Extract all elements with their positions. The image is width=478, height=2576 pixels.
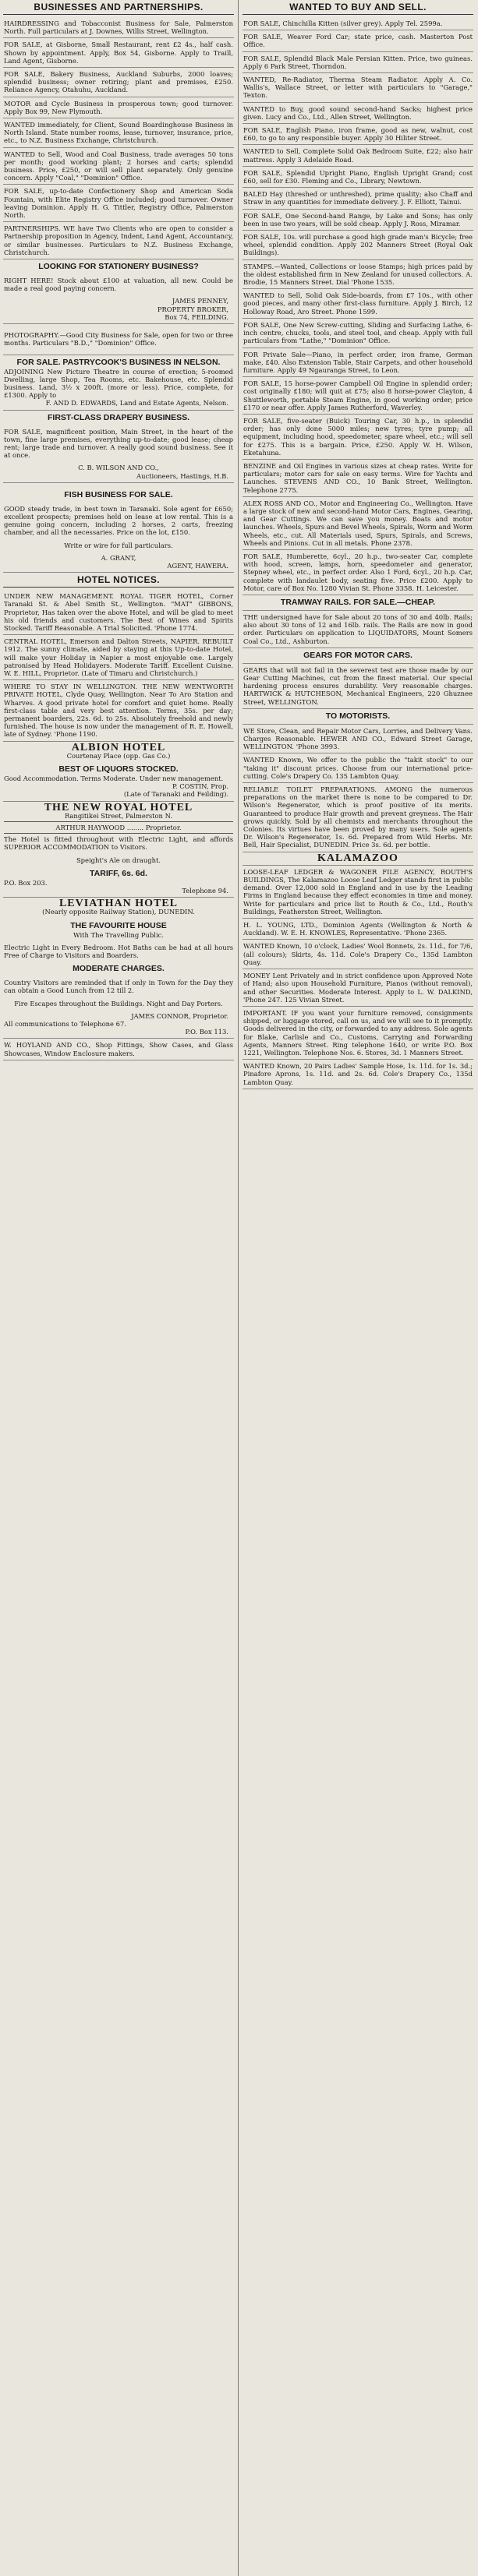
ad-photography: [3, 324, 234, 355]
pastrycook-title: FOR SALE. PASTRYCOOK'S BUSINESS IN NELSON.: [16, 357, 221, 367]
gears-title: GEARS FOR MOTOR CARS.: [303, 650, 412, 660]
ad-confectionery: FOR SALE, up-to-date Confectionery Shop and American Soda Fountain, with Elite Registry Office included; good turnover. Owner leaving Dominion. Apply H. G. Tittler, Registry Office, Palmerston North.: [3, 185, 234, 222]
kalamazoo-title: KALAMAZOO: [317, 852, 398, 864]
ad-partnerships: PARTNERSHIPS. WE have Two Clients who are open to consider a Partnership proposition in Agency, Indent, Land Agent, Accountancy, or similar businesses. Particulars to N.Z. Business Exchange, Christchurch.: [3, 222, 234, 259]
ad-money-lent: MONEY Lent Privately and in strict confidence upon Approved Note of Hand; also upon Household Furniture, Pianos (without removal), and other Securities. Moderate Interest. Apply to L. W. DALKIND, 'Phone 247. 125 Vivian Street.: [243, 969, 473, 1007]
ad-young: H. L. YOUNG, LTD., Dominion Agents (Wellington & North & Auckland). W. E. H. KNOWLES, Representative. 'Phone 2365.: [243, 919, 473, 940]
wanted-header: WANTED TO BUY AND SELL.: [243, 0, 473, 15]
pastrycook-body: ADJOINING New Picture Theatre in course of erection; 5-roomed Dwelling, large Shop, Tea Rooms, etc. Bakehouse, etc. Splendid business. Land, 3½ x 200ft. (more or less). Price, complete, for £1300. Apply to: [4, 367, 233, 400]
stationery-title: LOOKING FOR STATIONERY BUSINESS?: [38, 262, 199, 272]
tramway-title: TRAMWAY RAILS. FOR SALE.—CHEAP.: [280, 597, 436, 607]
drapery-title: FIRST-CLASS DRAPERY BUSINESS.: [47, 412, 190, 422]
ad-wool-bonnets: WANTED Known, 10 o'clock, Ladies' Wool Bonnets, 2s. 11d., for 7/6, (all colours); Skirts, 4s. 11d. Cole's Drapery Co., 135d Lambton Quay.: [243, 940, 473, 969]
albion-title: BEST OF LIQUORS STOCKED.: [58, 764, 179, 775]
ad-hairdressing: HAIRDRESSING and Tobacconist Business for Sale, Palmerston North. Full particulars at J. Downes, Willis Street, Wellington.: [3, 17, 234, 38]
ad-stationery: [3, 259, 234, 324]
fish-body: GOOD steady trade, in best town in Taranaki. Sole agent for £650; excellent prospects; premises held on lease at low rental. This is a genuine going concern, including 2 horses, 2 carts, freezing chamber, and all the necessaries. Price on the lot, £150.: [4, 504, 233, 537]
ad-albion: [3, 742, 234, 802]
new-royal-prop: ARTHUR HAYWOOD ........ Proprietor.: [55, 824, 182, 832]
ad-buick: FOR SALE, five-seater (Buick) Touring Car, 30 h.p., in splendid order; has only done 5000 miles; new tyres; tyre pump; all equipment, including hood, speedometer, spare wheel, etc.; will sell for £275. This is a bargain. Price, £250. Apply W. H. Wilson, Eketahuna.: [243, 415, 473, 460]
leviathan-place: (Nearly opposite Railway Station), DUNEDIN.: [42, 908, 195, 916]
ad-royal-tiger: UNDER NEW MANAGEMENT. ROYAL TIGER HOTEL, Corner Taranaki St. & Abel Smith St., Wellington. "MAT" GIBBONS, Proprietor, Has taken over the above Hotel, and will be glad to meet his old friends and customers. The Best of Wines and Spirits Stocked. Tariff Reasonable. A Trial Solicited. 'Phone 1774.: [3, 590, 234, 635]
leviathan-body2: Country Visitors are reminded that if only in Town for the Day they can obtain a Good Lunch from 12 till 2.: [4, 979, 233, 995]
ad-kalamazoo-header: [243, 852, 473, 866]
photography-body: PHOTOGRAPHY.—Good City Business for Sale, open for two or three months. Particulars "B.D.," "Dominion" Office.: [4, 331, 233, 348]
ad-gisborne-restaurant: FOR SALE, at Gisborne, Small Restaurant, rent £2 4s., half cash. Shown by appointment. Apply, Box 54, Gisborne. Apply to Traill, Land Agent, Gisborne.: [3, 38, 234, 68]
ad-benzine: BENZINE and Oil Engines in various sizes at cheap rates. Write for particulars; motor cars for sale on easy terms. Wire for Yachts and Launches. STEVENS AND CO., 10 Bank Street, Wellington. Telephone 2775.: [243, 460, 473, 497]
hotels-header: HOTEL NOTICES.: [3, 573, 234, 588]
ad-hoyland: W. HOYLAND AND CO., Shop Fittings, Show Cases, and Glass Showcases, Window Enclosure makers.: [3, 1039, 234, 1060]
ad-sacks: WANTED to Buy, good sound second-hand Sacks; highest price given. Lucy and Co., Ltd., Allen Street, Wellington.: [243, 103, 473, 124]
ad-private-piano: FOR Private Sale—Piano, in perfect order, iron frame, German make, £40. Also Extension Table, Stair Carpets, and other household furniture. Apply 49 Ngauranga Street, to Leon.: [243, 348, 473, 378]
ad-tramway-body: THE undersigned have for Sale about 20 tons of 30 and 40lb. Rails; also about 30 tons of 12 and 16lb. rails. The Rails are now in good order. Particulars on application to LIQUIDATORS, Mount Somers Coal Co., Ltd., Ashburton.: [243, 611, 473, 648]
ad-coles-stock: WANTED Known, We offer to the public the "takit stock" to our "taking it" discount prices. Choose from our international price-cutting. Cole's Drapery Co. 135 Lambton Quay.: [243, 753, 473, 783]
ad-english-piano: FOR SALE, English Piano, iron frame, good as new, walnut, cost £60, to go to any responsible buyer. Apply 30 Hiliter Street.: [243, 124, 473, 145]
ad-motorists-header: [243, 709, 473, 725]
ad-new-royal: [3, 802, 234, 898]
new-royal-box: P.O. Box 203.: [4, 878, 48, 887]
ad-drapery: [3, 411, 234, 483]
leviathan-sig: JAMES CONNOR, Proprietor.: [131, 1011, 228, 1020]
pastrycook-sig: F. AND D. EDWARDS, Land and Estate Agents, Nelson.: [45, 399, 228, 408]
albion-sig2: (Late of Taranaki and Feilding).: [123, 790, 228, 799]
fish-sig1: A. GRANT,: [101, 553, 136, 562]
leviathan-fav: THE FAVOURITE HOUSE: [70, 920, 167, 930]
ad-bicycle: FOR SALE, 10s. will purchase a good high grade man's Bicycle; free wheel, splendid condition. Apply 202 Manners Street (Royal Oak Buildings).: [243, 231, 473, 260]
businesses-header: BUSINESSES AND PARTNERSHIPS.: [3, 0, 234, 15]
leviathan-charges: MODERATE CHARGES.: [73, 964, 165, 974]
ad-oil-engine: FOR SALE, 15 horse-power Campbell Oil Engine in splendid order; cost originally £180; will quit at £75; also 8 horse-power Clayton, 4 Shuttleworth, portable Steam Engine, in good working order; price £170 or near offer. Apply James Rutherford, Waverley.: [243, 377, 473, 415]
drapery-sig1: C. B. WILSON AND CO.,: [78, 464, 159, 472]
ad-hewer: WE Store, Clean, and Repair Motor Cars, Lorries, and Delivery Vans. Charges Reasonable. HEWER AND CO., Edward Street Garage, WELLINGTON. 'Phone 3993.: [243, 725, 473, 754]
albion-place: Courtenay Place (opp. Gas Co.): [66, 751, 171, 760]
ad-pastrycook: [3, 355, 234, 411]
leviathan-body3: Fire Escapes throughout the Buildings. Night and Day Porters.: [14, 999, 223, 1007]
leviathan-tel: All communications to Telephone 67.: [4, 1020, 126, 1029]
ad-ford-car: FOR SALE, Weaver Ford Car; state price, cash. Masterton Post Office.: [243, 30, 473, 51]
ad-leviathan: [3, 898, 234, 1039]
ad-motor-cycle: MOTOR and Cycle Business in prosperous town; good turnover. Apply Box 99, New Plymouth.: [3, 97, 234, 118]
ad-important: IMPORTANT. IF you want your furniture removed, consignments shipped, or luggage stored, call on us, and we will see to it promptly. Goods delivered in the city, or forwarded to any address. Sole agents for Blake, Carlisle and Co., Customs, Carrying and Forwarding Agents, Manners Street. Ring telephone 1640, or write P.O. Box 1221, Wellington. Telephone Nos. 6. Stores, 3d. 1 Manners Street.: [243, 1007, 473, 1060]
leviathan-name: LEVIATHAN HOTEL: [58, 898, 179, 910]
ad-bakery: FOR SALE, Bakery Business, Auckland Suburbs, 2000 loaves; splendid business; owner retiring; plant and premises, £250. Reliance Agency, Otahuhu, Auckland.: [3, 68, 234, 97]
ad-radiator: WANTED, Re-Radiator, Therma Steam Radiator. Apply A. Co. Wallis's, Wallace Street, or letter with particulars to "Garage," Texton.: [243, 73, 473, 103]
ad-humberette: FOR SALE, Humberette, 6cyl., 20 h.p., two-seater Car, complete with hood, screen, lamps, horn, speedometer and generator, Stepney wheel, etc., in perfect order. Also 1 Ford, 6cyl., 20 h.p. Car, complete with landaulet body, seating five. Price £200. Apply to Motor, care of Box No. 1280 Vivian St. Phone 3358. H. Leicester.: [243, 550, 473, 595]
ad-stamps: STAMPS.—Wanted, Collections or loose Stamps; high prices paid by the oldest established firm in New Zealand for unused collectors. A. Brodie, 15 Manners Street. Dial 'Phone 1535.: [243, 260, 473, 290]
ad-alex-ross: ALEX ROSS AND CO., Motor and Engineering Co., Wellington. Have a large stock of new and second-hand Motor Cars, Engines, Gearing, and Gear Cuttings. We can save you money. Boats and motor launches. Wheels, Spurs and Bevel Wheels, Spirals, Worm and Worm Wheels, etc., cut. All Materials used, Spurs, Spirals, and Screws, Wheels and Pinions. Cut in all metals. Phone 2378.: [243, 497, 473, 550]
stationery-addr: Box 74, FEILDING.: [165, 312, 228, 321]
ad-central-hotel: CENTRAL HOTEL, Emerson and Dalton Streets, NAPIER. REBUILT 1912. The sunny climate, aided by staying at this Up-to-date Hotel, will make your Holiday in Napier a most enjoyable one. Largely patronised by Head Holidayers. Moderate Tariff. Excellent Cuisine. W. E. HILL, Proprietor. (Late of Timaru and Christchurch.): [3, 635, 234, 680]
ad-wood-coal: WANTED to Sell, Wood and Coal Business, trade averages 50 tons per month; good working plant; 2 horses and carts; splendid business. Price, £250, or will sell plant separately. Only genuine concern. Apply "Coal," "Dominion" Office.: [3, 148, 234, 185]
drapery-sig2: Auctioneers, Hastings, H.B.: [136, 471, 228, 480]
fish-sig2: AGENT, HAWERA.: [167, 561, 228, 570]
fish-write: Write or wire for full particulars.: [64, 541, 173, 549]
ad-lathe: FOR SALE, One New Screw-cutting, Sliding and Surfacing Lathe, 6-inch centre, chucks, tools, and steel tool, and cheap. Apply with full particulars from "Lathe," "Dominion" Office.: [243, 319, 473, 348]
ad-boardinghouse: WANTED immediately, for Client, Sound Boardinghouse Business in North Island. State number rooms, lease, turnover, insurance, price, etc., to N.Z. Business Exchange, Christchurch.: [3, 118, 234, 148]
drapery-body: FOR SALE, magnificent position, Main Street, in the heart of the town, fine large premises, everything up-to-date; good lease; cheap rent; large trade and turnover. A really good sound business. See it at once.: [4, 427, 233, 460]
albion-name: ALBION HOTEL: [71, 741, 166, 753]
right-column: [243, 0, 473, 2576]
ad-upright-piano: FOR SALE, Splendid Upright Piano, English Upright Grand; cost £60, sell for £30. Fleming and Co., Library, Newtown.: [243, 167, 473, 188]
new-royal-ale: Speight's Ale on draught.: [76, 856, 161, 864]
new-royal-tariff: TARIFF, 6s. 6d.: [90, 868, 147, 878]
stationery-role: PROPERTY BROKER,: [157, 305, 228, 313]
ad-fish: [3, 483, 234, 573]
ad-oak-bedroom: WANTED to Sell, Complete Solid Oak Bedroom Suite, £22; also hair mattress. Apply 3 Adelaide Road.: [243, 145, 473, 166]
left-column: [3, 0, 234, 2576]
ad-gears-body: GEARS that will not fail in the severest test are those made by our Gear Cutting Machines, cut from the finest material. Our special hardening process ensures durability. Very reasonable charges. HARTWICK & HUTCHESON, Mechanical Engineers, 220 Ghuznee Street, WELLINGTON.: [243, 664, 473, 709]
fish-title: FISH BUSINESS FOR SALE.: [64, 489, 173, 499]
stationery-name: JAMES PENNEY,: [172, 297, 228, 305]
ad-sample-hose: WANTED Known, 20 Pairs Ladies' Sample Hose, 1s. 11d. for 1s. 3d.; Pinafore Aprons, 1s. 11d. and 2s. 6d. Cole's Drapery Co., 135d Lambton Quay.: [243, 1060, 473, 1089]
new-royal-tel: Telephone 94.: [182, 887, 228, 895]
ad-toilet: RELIABLE TOILET PREPARATIONS. AMONG the numerous preparations on the market there is none to be compared to Dr. Wilson's Regenerator, which is proof positive of its merits. Guaranteed to produce Hair growth and prevent greyness. The Hair grows quickly. Sold by all chemists and merchants throughout the Colonies. Its virtues have been proved by many users. Sole agents Dr. Wilson's Regenerator, 1s. 6d. Prepared from Wild Herbs. Mr. Bell, Hair Specialist, DUNEDIN. Price 3s. 6d. per bottle.: [243, 783, 473, 852]
ad-kalamazoo: LOOSE-LEAF LEDGER & WAGONER FILE AGENCY, ROUTH'S BUILDINGS, The Kalamazoo Loose Leaf Ledger stands first in public demand. Over 12,000 sold in England and in use by the Leading Firms in England because they effect economies in time and money. Write for particulars and price list to Routh & Co., Ltd., Routh's Buildings, Featherston Street, Wellington.: [243, 866, 473, 919]
ad-sideboards: WANTED to Sell, Solid Oak Side-boards, from £7 10s., with other good pieces, and many other first-class furniture. Apply J. Birch, 12 Holloway Road, Aro Street. Phone 1599.: [243, 289, 473, 319]
ad-gears-header: [243, 648, 473, 664]
leviathan-fav2: With The Travelling Public.: [73, 930, 164, 939]
leviathan-body: Electric Light in Every Bedroom. Hot Baths can be had at all hours Free of Charge to Visitors and Boarders.: [4, 943, 233, 960]
motorists-title: TO MOTORISTS.: [325, 711, 391, 721]
new-royal-place: Rangitikei Street, Palmerston N.: [64, 811, 173, 820]
albion-body: Good Accommodation. Terms Moderate. Under new management.: [4, 775, 224, 783]
albion-sig1: P. COSTIN, Prop.: [172, 782, 228, 791]
new-royal-name: THE NEW ROYAL HOTEL: [44, 801, 193, 813]
ad-baled-hay: BALED Hay (threshed or unthreshed), prime quality; also Chaff and Straw in any quantities for immediate delivery. J. F. Elliott, Tainui.: [243, 188, 473, 209]
stationery-body: RIGHT HERE! Stock about £100 at valuation, all new. Could be made a real good paying concern.: [4, 277, 233, 293]
ad-chinchilla: FOR SALE, Chinchilla Kitten (silver grey). Apply Tel. 2599a.: [243, 17, 473, 30]
column-divider: [238, 0, 239, 2576]
ad-persian-kitten: FOR SALE, Splendid Black Male Persian Kitten. Price, two guineas. Apply 6 Park Street, Thorndon.: [243, 52, 473, 73]
ad-tramway: [243, 595, 473, 611]
ad-range: FOR SALE, One Second-hand Range, by Lake and Sons; has only been in use two years, will be sold cheap. Apply J. Ross, Miramar.: [243, 210, 473, 231]
leviathan-box: P.O. Box 113.: [185, 1028, 228, 1036]
ad-new-wentworth: WHERE TO STAY IN WELLINGTON. THE NEW WENTWORTH PRIVATE HOTEL, Clyde Quay, Wellington. Near To Aro Station and Wharves. A good private hotel for comfort and quiet home. Really first-class table and very best attention. Terms, 35s. per day; permanent boarders, 22s. 6d. to 25s. Absolutely freehold and newly furnished. The house is now under the management of R. E. Howell, late of Sydney. 'Phone 1190.: [3, 680, 234, 741]
new-royal-body: The Hotel is fitted throughout with Electric Light, and affords SUPERIOR ACCOMMODATION to Visitors.: [4, 835, 233, 852]
